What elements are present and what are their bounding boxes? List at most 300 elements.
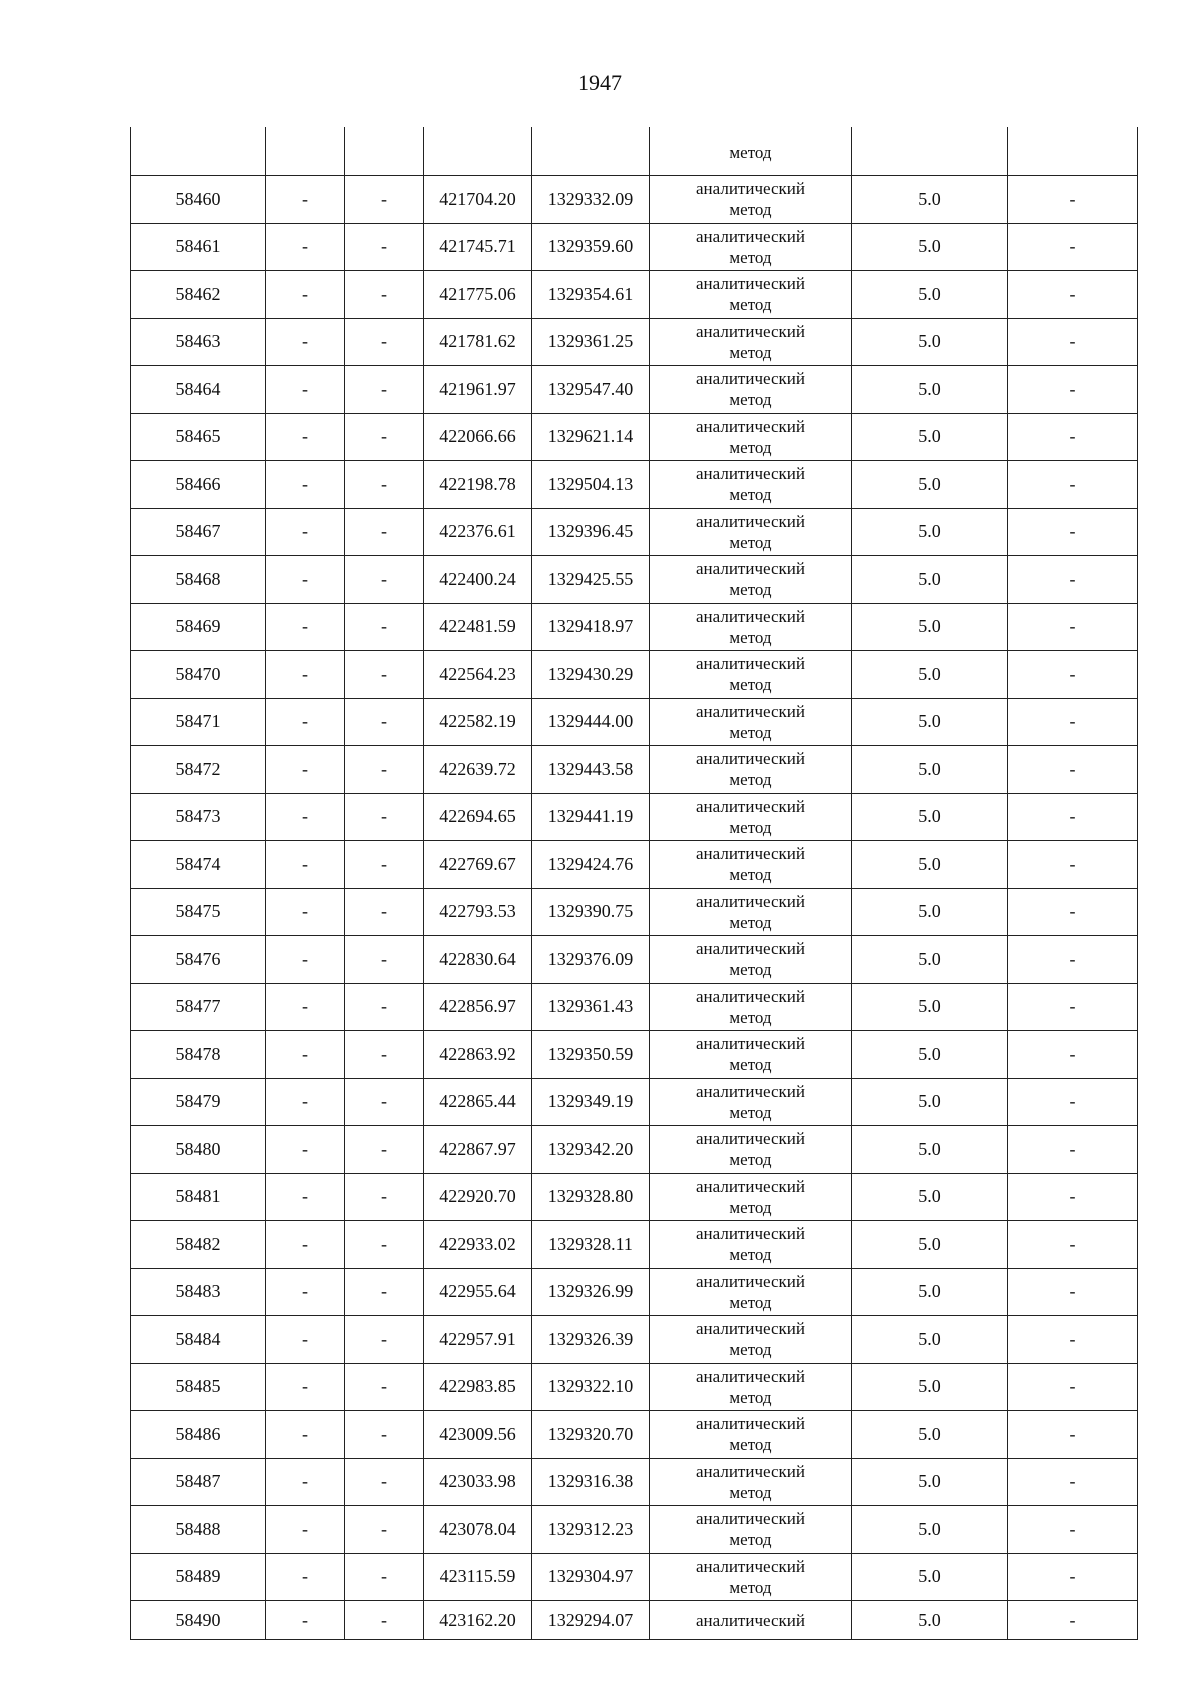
cell-accuracy: 5.0 xyxy=(852,888,1008,936)
cell-accuracy: 5.0 xyxy=(852,508,1008,556)
cell-y: 1329294.07 xyxy=(532,1601,650,1640)
method-line-2: метод xyxy=(729,817,772,837)
method-line-1: аналитический xyxy=(696,939,805,959)
cell-c2: - xyxy=(266,603,345,651)
cell-y: 1329361.25 xyxy=(532,318,650,366)
method-line-1: аналитический xyxy=(696,1610,805,1630)
cell-point xyxy=(131,127,266,176)
cell-point: 58487 xyxy=(131,1458,266,1506)
cell-c8: - xyxy=(1008,698,1138,746)
cell-y: 1329304.97 xyxy=(532,1553,650,1601)
method-line-2: метод xyxy=(729,200,772,220)
cell-method xyxy=(650,603,852,651)
page-number: 1947 xyxy=(578,70,622,95)
cell-point: 58485 xyxy=(131,1363,266,1411)
cell-c3: - xyxy=(345,1553,424,1601)
cell-x: 421781.62 xyxy=(424,318,532,366)
cell-c3: - xyxy=(345,1411,424,1459)
method-line-1: аналитический xyxy=(696,179,805,199)
cell-x: 423009.56 xyxy=(424,1411,532,1459)
method-line-1: аналитический xyxy=(696,369,805,389)
cell-point: 58483 xyxy=(131,1268,266,1316)
cell-point: 58474 xyxy=(131,841,266,889)
cell-c8: - xyxy=(1008,1173,1138,1221)
method-line-2: метод xyxy=(729,1530,772,1550)
cell-c3: - xyxy=(345,461,424,509)
cell-accuracy: 5.0 xyxy=(852,223,1008,271)
cell-accuracy: 5.0 xyxy=(852,651,1008,699)
method-line-2: метод xyxy=(729,532,772,552)
cell-y: 1329316.38 xyxy=(532,1458,650,1506)
table-row xyxy=(131,1316,1138,1364)
cell-y: 1329312.23 xyxy=(532,1506,650,1554)
cell-y: 1329328.80 xyxy=(532,1173,650,1221)
cell-c3: - xyxy=(345,746,424,794)
cell-c3: - xyxy=(345,651,424,699)
cell-c3: - xyxy=(345,1126,424,1174)
cell-point: 58490 xyxy=(131,1601,266,1640)
cell-accuracy: 5.0 xyxy=(852,698,1008,746)
cell-point: 58465 xyxy=(131,413,266,461)
cell-accuracy: 5.0 xyxy=(852,1601,1008,1640)
cell-x: 422933.02 xyxy=(424,1221,532,1269)
cell-c2: - xyxy=(266,841,345,889)
cell-method xyxy=(650,1126,852,1174)
method-line-2: метод xyxy=(729,342,772,362)
cell-c2: - xyxy=(266,698,345,746)
cell-method xyxy=(650,1506,852,1554)
cell-point: 58475 xyxy=(131,888,266,936)
cell-x: 421745.71 xyxy=(424,223,532,271)
cell-method xyxy=(650,1173,852,1221)
table-row xyxy=(131,888,1138,936)
method-line-1: аналитический xyxy=(696,1129,805,1149)
cell-y: 1329354.61 xyxy=(532,271,650,319)
cell-c8: - xyxy=(1008,1411,1138,1459)
cell-point: 58460 xyxy=(131,176,266,224)
cell-method xyxy=(650,1458,852,1506)
cell-y: 1329359.60 xyxy=(532,223,650,271)
cell-accuracy: 5.0 xyxy=(852,413,1008,461)
cell-c2: - xyxy=(266,888,345,936)
table-row xyxy=(131,1363,1138,1411)
table-row xyxy=(131,1506,1138,1554)
method-line-1: аналитический xyxy=(696,1509,805,1529)
cell-y: 1329390.75 xyxy=(532,888,650,936)
method-line-1: аналитический xyxy=(696,986,805,1006)
method-line-2: метод xyxy=(729,580,772,600)
method-line-1: аналитический xyxy=(696,1366,805,1386)
cell-c3: - xyxy=(345,1173,424,1221)
table-row xyxy=(131,936,1138,984)
cell-c2: - xyxy=(266,1553,345,1601)
method-line-1: аналитический xyxy=(696,701,805,721)
cell-point: 58463 xyxy=(131,318,266,366)
cell-c3: - xyxy=(345,1601,424,1640)
table-row xyxy=(131,461,1138,509)
cell-c2: - xyxy=(266,1126,345,1174)
cell-c2: - xyxy=(266,651,345,699)
method-line-2: метод xyxy=(729,1387,772,1407)
cell-c2: - xyxy=(266,1221,345,1269)
cell-x: 422920.70 xyxy=(424,1173,532,1221)
cell-c8: - xyxy=(1008,841,1138,889)
method-line-2: метод xyxy=(729,1340,772,1360)
cell-method xyxy=(650,1553,852,1601)
method-line-1: аналитический xyxy=(696,416,805,436)
cell-c2: - xyxy=(266,413,345,461)
cell-x: 422955.64 xyxy=(424,1268,532,1316)
cell-c3: - xyxy=(345,1458,424,1506)
cell-c8: - xyxy=(1008,1601,1138,1640)
method-line-1: аналитический xyxy=(696,321,805,341)
cell-accuracy: 5.0 xyxy=(852,1316,1008,1364)
cell-c3: - xyxy=(345,318,424,366)
cell-c8: - xyxy=(1008,1268,1138,1316)
cell-c8: - xyxy=(1008,508,1138,556)
continuation-row xyxy=(131,127,1138,176)
cell-c2: - xyxy=(266,1031,345,1079)
method-line-2: метод xyxy=(729,1482,772,1502)
cell-y: 1329504.13 xyxy=(532,461,650,509)
cell-accuracy: 5.0 xyxy=(852,1268,1008,1316)
cell-x: 422856.97 xyxy=(424,983,532,1031)
cell-point: 58461 xyxy=(131,223,266,271)
cell-y: 1329443.58 xyxy=(532,746,650,794)
cell-c8 xyxy=(1008,127,1138,176)
cell-y: 1329349.19 xyxy=(532,1078,650,1126)
cell-x: 423162.20 xyxy=(424,1601,532,1640)
cell-accuracy: 5.0 xyxy=(852,841,1008,889)
cell-x: 422400.24 xyxy=(424,556,532,604)
cell-c8: - xyxy=(1008,1031,1138,1079)
cell-y: 1329328.11 xyxy=(532,1221,650,1269)
cell-point: 58470 xyxy=(131,651,266,699)
cell-c8: - xyxy=(1008,1078,1138,1126)
cell-method xyxy=(650,1221,852,1269)
cell-c3: - xyxy=(345,413,424,461)
cell-c2: - xyxy=(266,746,345,794)
table-row xyxy=(131,746,1138,794)
table-row xyxy=(131,556,1138,604)
cell-point: 58486 xyxy=(131,1411,266,1459)
cell-c2: - xyxy=(266,556,345,604)
table-row xyxy=(131,1411,1138,1459)
cell-x: 422564.23 xyxy=(424,651,532,699)
cell-method xyxy=(650,793,852,841)
method-line-2: метод xyxy=(729,960,772,980)
cell-y: 1329430.29 xyxy=(532,651,650,699)
cell-accuracy: 5.0 xyxy=(852,556,1008,604)
cell-c2: - xyxy=(266,1268,345,1316)
cell-method xyxy=(650,651,852,699)
cell-method xyxy=(650,271,852,319)
cell-c8: - xyxy=(1008,1221,1138,1269)
method-line-1: аналитический xyxy=(696,1461,805,1481)
cell-accuracy: 5.0 xyxy=(852,318,1008,366)
cell-c8: - xyxy=(1008,556,1138,604)
method-line-1: аналитический xyxy=(696,1081,805,1101)
cell-accuracy: 5.0 xyxy=(852,936,1008,984)
method-line-2: метод xyxy=(729,627,772,647)
cell-method xyxy=(650,223,852,271)
cell-accuracy: 5.0 xyxy=(852,366,1008,414)
table-row xyxy=(131,603,1138,651)
cell-c2 xyxy=(266,127,345,176)
cell-c3: - xyxy=(345,366,424,414)
cell-y: 1329326.99 xyxy=(532,1268,650,1316)
cell-accuracy: 5.0 xyxy=(852,1363,1008,1411)
cell-c3: - xyxy=(345,698,424,746)
method-line-1: аналитический xyxy=(696,891,805,911)
cell-point: 58471 xyxy=(131,698,266,746)
cell-c2: - xyxy=(266,1173,345,1221)
cell-y: 1329342.20 xyxy=(532,1126,650,1174)
cell-c2: - xyxy=(266,461,345,509)
cell-point: 58482 xyxy=(131,1221,266,1269)
cell-c8: - xyxy=(1008,793,1138,841)
method-line-2: метод xyxy=(729,1150,772,1170)
cell-method xyxy=(650,127,852,176)
cell-c8: - xyxy=(1008,223,1138,271)
cell-method xyxy=(650,1316,852,1364)
cell-c3: - xyxy=(345,1078,424,1126)
cell-point: 58489 xyxy=(131,1553,266,1601)
cell-x: 422983.85 xyxy=(424,1363,532,1411)
cell-x: 422863.92 xyxy=(424,1031,532,1079)
method-line-1: аналитический xyxy=(696,1176,805,1196)
table-row xyxy=(131,508,1138,556)
method-line-1: аналитический xyxy=(696,226,805,246)
cell-method xyxy=(650,366,852,414)
table-row xyxy=(131,366,1138,414)
cell-x: 422865.44 xyxy=(424,1078,532,1126)
cell-accuracy: 5.0 xyxy=(852,1126,1008,1174)
cell-c8: - xyxy=(1008,461,1138,509)
cell-x: 422694.65 xyxy=(424,793,532,841)
cell-c2: - xyxy=(266,176,345,224)
cell-c3: - xyxy=(345,508,424,556)
method-line-1: аналитический xyxy=(696,464,805,484)
cell-point: 58479 xyxy=(131,1078,266,1126)
cell-c2: - xyxy=(266,1078,345,1126)
table-row xyxy=(131,223,1138,271)
method-continued: метод xyxy=(729,143,772,162)
cell-c2: - xyxy=(266,366,345,414)
table-row xyxy=(131,1553,1138,1601)
cell-y xyxy=(532,127,650,176)
cell-c8: - xyxy=(1008,1506,1138,1554)
cell-c3: - xyxy=(345,1031,424,1079)
table-row xyxy=(131,698,1138,746)
cell-c2: - xyxy=(266,1601,345,1640)
cell-c8: - xyxy=(1008,271,1138,319)
cell-accuracy: 5.0 xyxy=(852,176,1008,224)
cell-accuracy: 5.0 xyxy=(852,1221,1008,1269)
method-line-2: метод xyxy=(729,390,772,410)
cell-c2: - xyxy=(266,793,345,841)
table-row xyxy=(131,1601,1138,1640)
cell-point: 58468 xyxy=(131,556,266,604)
cell-method xyxy=(650,888,852,936)
cell-method xyxy=(650,508,852,556)
cell-accuracy: 5.0 xyxy=(852,1411,1008,1459)
table-row xyxy=(131,176,1138,224)
cell-c8: - xyxy=(1008,413,1138,461)
cell-c2: - xyxy=(266,223,345,271)
cell-method xyxy=(650,983,852,1031)
cell-c3: - xyxy=(345,271,424,319)
method-line-1: аналитический xyxy=(696,606,805,626)
table-row xyxy=(131,1078,1138,1126)
cell-y: 1329621.14 xyxy=(532,413,650,461)
cell-c8: - xyxy=(1008,936,1138,984)
table-body xyxy=(131,127,1138,1640)
cell-method xyxy=(650,1411,852,1459)
cell-c3: - xyxy=(345,556,424,604)
table-row xyxy=(131,651,1138,699)
cell-accuracy: 5.0 xyxy=(852,1458,1008,1506)
cell-c8: - xyxy=(1008,176,1138,224)
cell-method xyxy=(650,936,852,984)
method-line-2: метод xyxy=(729,1245,772,1265)
table-row xyxy=(131,793,1138,841)
method-line-2: метод xyxy=(729,912,772,932)
cell-c3: - xyxy=(345,603,424,651)
cell-accuracy: 5.0 xyxy=(852,1031,1008,1079)
cell-c2: - xyxy=(266,271,345,319)
cell-x: 421775.06 xyxy=(424,271,532,319)
method-line-1: аналитический xyxy=(696,844,805,864)
table-row xyxy=(131,841,1138,889)
cell-c3: - xyxy=(345,793,424,841)
cell-x: 422198.78 xyxy=(424,461,532,509)
cell-point: 58466 xyxy=(131,461,266,509)
cell-method xyxy=(650,413,852,461)
cell-c2: - xyxy=(266,1363,345,1411)
cell-method xyxy=(650,698,852,746)
cell-x: 422582.19 xyxy=(424,698,532,746)
cell-method xyxy=(650,176,852,224)
cell-x: 423033.98 xyxy=(424,1458,532,1506)
method-line-2: метод xyxy=(729,1055,772,1075)
cell-point: 58462 xyxy=(131,271,266,319)
method-line-1: аналитический xyxy=(696,749,805,769)
table-row xyxy=(131,983,1138,1031)
cell-c3: - xyxy=(345,1268,424,1316)
cell-accuracy: 5.0 xyxy=(852,1553,1008,1601)
method-line-1: аналитический xyxy=(696,274,805,294)
cell-c2: - xyxy=(266,508,345,556)
cell-c2: - xyxy=(266,318,345,366)
cell-x: 422867.97 xyxy=(424,1126,532,1174)
cell-method xyxy=(650,1363,852,1411)
method-line-2: метод xyxy=(729,770,772,790)
cell-accuracy: 5.0 xyxy=(852,1506,1008,1554)
cell-point: 58476 xyxy=(131,936,266,984)
cell-c3: - xyxy=(345,936,424,984)
cell-method xyxy=(650,556,852,604)
cell-c2: - xyxy=(266,1411,345,1459)
cell-point: 58480 xyxy=(131,1126,266,1174)
method-line-2: метод xyxy=(729,675,772,695)
cell-x: 423078.04 xyxy=(424,1506,532,1554)
cell-x: 422769.67 xyxy=(424,841,532,889)
table-row xyxy=(131,271,1138,319)
cell-x: 422481.59 xyxy=(424,603,532,651)
method-line-1: аналитический xyxy=(696,1319,805,1339)
cell-c3: - xyxy=(345,1506,424,1554)
cell-y: 1329418.97 xyxy=(532,603,650,651)
cell-point: 58464 xyxy=(131,366,266,414)
method-line-2: метод xyxy=(729,437,772,457)
cell-point: 58477 xyxy=(131,983,266,1031)
cell-accuracy: 5.0 xyxy=(852,793,1008,841)
cell-c3: - xyxy=(345,1316,424,1364)
cell-y: 1329424.76 xyxy=(532,841,650,889)
cell-method xyxy=(650,746,852,794)
cell-c2: - xyxy=(266,1316,345,1364)
cell-c2: - xyxy=(266,983,345,1031)
method-line-1: аналитический xyxy=(696,796,805,816)
method-line-1: аналитический xyxy=(696,1556,805,1576)
method-line-2: метод xyxy=(729,1292,772,1312)
cell-y: 1329332.09 xyxy=(532,176,650,224)
cell-x: 422639.72 xyxy=(424,746,532,794)
method-line-1: аналитический xyxy=(696,654,805,674)
cell-method xyxy=(650,1601,852,1640)
cell-accuracy: 5.0 xyxy=(852,983,1008,1031)
cell-c8: - xyxy=(1008,1363,1138,1411)
cell-accuracy xyxy=(852,127,1008,176)
cell-x: 422830.64 xyxy=(424,936,532,984)
cell-c2: - xyxy=(266,1458,345,1506)
cell-point: 58469 xyxy=(131,603,266,651)
cell-accuracy: 5.0 xyxy=(852,603,1008,651)
cell-y: 1329361.43 xyxy=(532,983,650,1031)
method-line-2: метод xyxy=(729,1007,772,1027)
cell-y: 1329441.19 xyxy=(532,793,650,841)
cell-accuracy: 5.0 xyxy=(852,1078,1008,1126)
cell-accuracy: 5.0 xyxy=(852,746,1008,794)
cell-c8: - xyxy=(1008,888,1138,936)
cell-c2: - xyxy=(266,1506,345,1554)
cell-y: 1329547.40 xyxy=(532,366,650,414)
cell-c3: - xyxy=(345,841,424,889)
cell-accuracy: 5.0 xyxy=(852,271,1008,319)
cell-c2: - xyxy=(266,936,345,984)
method-line-1: аналитический xyxy=(696,559,805,579)
table-row xyxy=(131,1031,1138,1079)
method-line-1: аналитический xyxy=(696,1414,805,1434)
table-row xyxy=(131,413,1138,461)
cell-y: 1329320.70 xyxy=(532,1411,650,1459)
method-line-2: метод xyxy=(729,1102,772,1122)
cell-c8: - xyxy=(1008,746,1138,794)
cell-x: 421704.20 xyxy=(424,176,532,224)
cell-c8: - xyxy=(1008,983,1138,1031)
table-row xyxy=(131,1126,1138,1174)
cell-method xyxy=(650,318,852,366)
cell-x xyxy=(424,127,532,176)
cell-c8: - xyxy=(1008,1126,1138,1174)
table-row xyxy=(131,1221,1138,1269)
cell-point: 58484 xyxy=(131,1316,266,1364)
method-line-1: аналитический xyxy=(696,1271,805,1291)
method-line-1: аналитический xyxy=(696,1224,805,1244)
cell-c3: - xyxy=(345,1221,424,1269)
cell-accuracy: 5.0 xyxy=(852,1173,1008,1221)
